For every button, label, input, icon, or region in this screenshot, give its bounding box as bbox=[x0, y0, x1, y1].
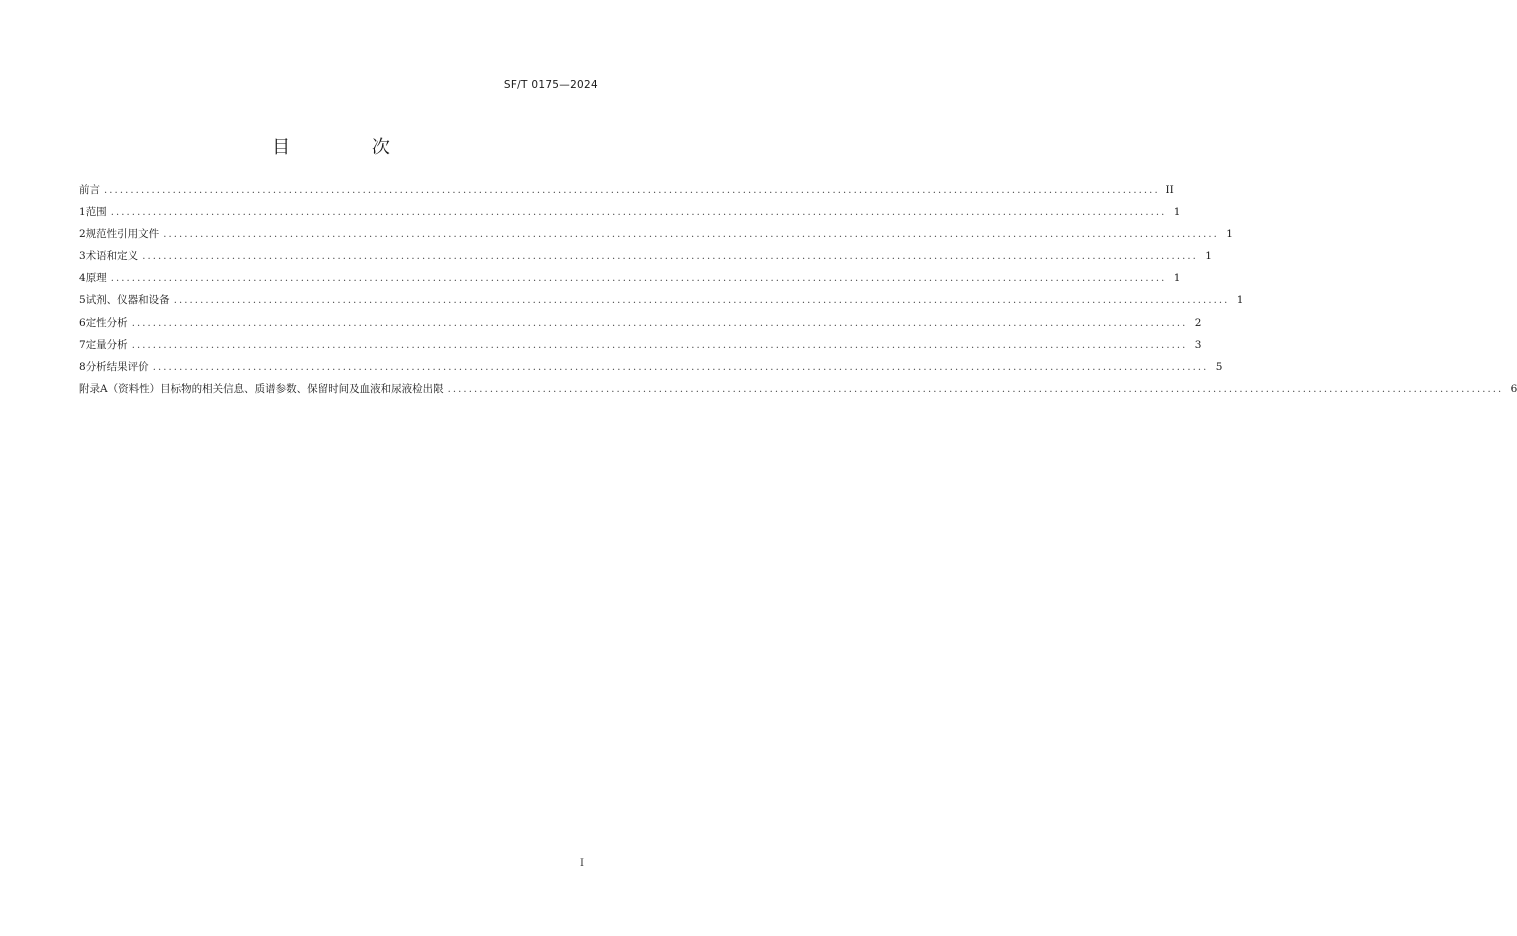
toc-entry-label: 目标物的相关信息、质谱参数、保留时间及血液和尿液检出限 bbox=[160, 382, 444, 395]
toc-entry-number: 1 bbox=[79, 206, 86, 219]
toc-entry-page: 1 bbox=[1226, 228, 1233, 241]
toc-leader-dots: ........................................................................................................................................................................................................ bbox=[173, 295, 1230, 307]
toc-entry-qualitative-analysis[interactable] bbox=[79, 315, 1202, 337]
toc-entry-reagents-equipment[interactable] bbox=[79, 292, 1244, 314]
table-of-contents bbox=[79, 182, 1517, 403]
toc-entry-foreword[interactable] bbox=[79, 182, 1174, 204]
toc-entry-label: 范围 bbox=[85, 206, 107, 219]
toc-entry-number: 附录A（资料性） bbox=[79, 382, 161, 395]
toc-leader-dots: ........................................................................................................................................................................................................ bbox=[104, 185, 1160, 196]
toc-entry-terms-definitions[interactable] bbox=[79, 248, 1212, 270]
toc-entry-label: 定性分析 bbox=[85, 316, 128, 329]
toc-entry-number: 5 bbox=[79, 294, 86, 307]
toc-entry-number: 3 bbox=[79, 250, 86, 263]
page-number: I bbox=[580, 858, 584, 869]
toc-entry-label: 前言 bbox=[79, 184, 100, 196]
toc-entry-number: 7 bbox=[79, 338, 86, 351]
toc-title: 目 次 bbox=[272, 137, 428, 158]
toc-entry-label: 试剂、仪器和设备 bbox=[85, 294, 170, 307]
toc-entry-label: 定量分析 bbox=[85, 338, 128, 351]
toc-leader-dots: ........................................................................................................................................................................................................ bbox=[131, 339, 1188, 351]
toc-leader-dots: ........................................................................................................................................................................................................ bbox=[142, 251, 1198, 263]
toc-leader-dots: ........................................................................................................................................................................................................ bbox=[110, 273, 1167, 285]
toc-entry-page: 5 bbox=[1215, 360, 1223, 373]
toc-entry-number: 6 bbox=[79, 316, 86, 329]
toc-entry-page: 1 bbox=[1236, 294, 1244, 307]
toc-entry-page: 1 bbox=[1205, 250, 1212, 263]
toc-entry-number: 2 bbox=[79, 228, 86, 241]
toc-leader-dots: ........................................................................................................................................................................................................ bbox=[152, 361, 1209, 373]
document-code: SF/T 0175—2024 bbox=[503, 79, 598, 91]
toc-leader-dots: ........................................................................................................................................................................................................ bbox=[447, 383, 1504, 395]
toc-entry-page: 3 bbox=[1194, 338, 1202, 351]
toc-entry-scope[interactable] bbox=[79, 204, 1181, 226]
toc-entry-page: 1 bbox=[1173, 206, 1181, 219]
toc-entry-principle[interactable] bbox=[79, 270, 1181, 292]
toc-entry-page: II bbox=[1165, 184, 1174, 196]
toc-entry-page: 2 bbox=[1194, 316, 1202, 329]
toc-entry-appendix-a[interactable] bbox=[79, 381, 1517, 403]
toc-entry-number: 8 bbox=[79, 360, 86, 373]
toc-entry-normative-references[interactable] bbox=[79, 226, 1233, 248]
toc-entry-label: 原理 bbox=[85, 272, 107, 285]
toc-entry-number: 4 bbox=[79, 272, 86, 285]
toc-entry-page: 1 bbox=[1173, 272, 1181, 285]
toc-entry-label: 术语和定义 bbox=[85, 250, 139, 263]
toc-entry-quantitative-analysis[interactable] bbox=[79, 337, 1202, 359]
toc-entry-label: 分析结果评价 bbox=[85, 360, 149, 373]
toc-leader-dots: ........................................................................................................................................................................................................ bbox=[131, 317, 1188, 329]
toc-entry-result-evaluation[interactable] bbox=[79, 359, 1223, 381]
toc-entry-label: 规范性引用文件 bbox=[85, 228, 160, 241]
toc-entry-page: 6 bbox=[1510, 382, 1517, 395]
toc-leader-dots: ........................................................................................................................................................................................................ bbox=[110, 207, 1167, 219]
toc-leader-dots: ........................................................................................................................................................................................................ bbox=[163, 229, 1219, 241]
